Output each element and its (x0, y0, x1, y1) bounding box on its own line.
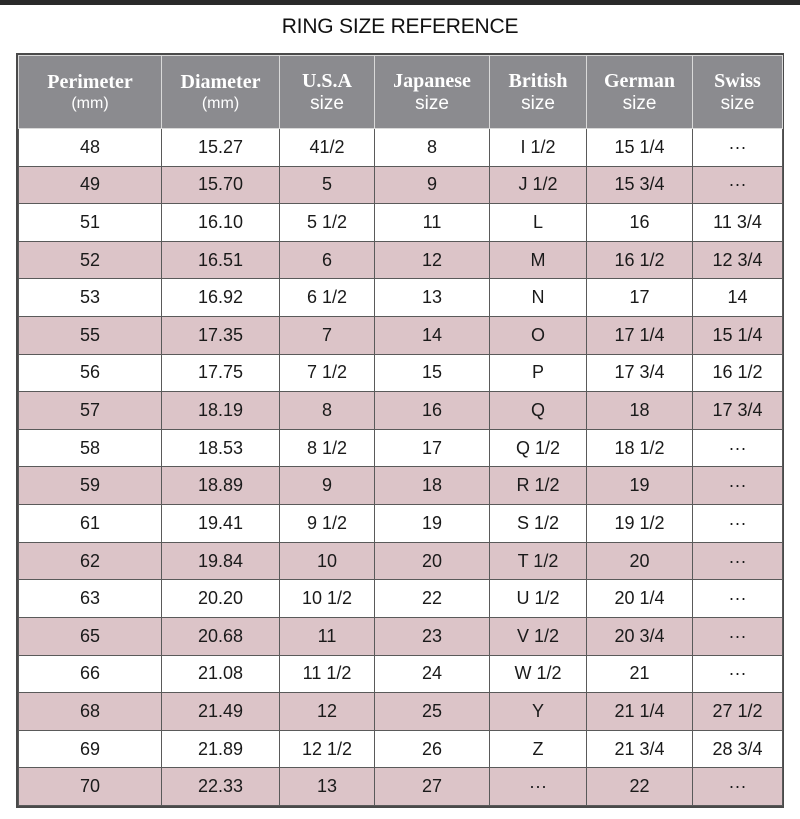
cell-usa-size: 10 1/2 (280, 580, 375, 618)
cell-usa-size: 6 (280, 241, 375, 279)
cell-swiss-size: ··· (693, 129, 783, 167)
cell-japanese-size: 17 (375, 429, 490, 467)
cell-swiss-size: ··· (693, 617, 783, 655)
cell-perimeter: 49 (19, 166, 162, 204)
cell-german-size: 16 1/2 (587, 241, 693, 279)
cell-british-size: Y (490, 693, 587, 731)
cell-perimeter: 63 (19, 580, 162, 618)
cell-german-size: 18 1/2 (587, 429, 693, 467)
cell-perimeter: 65 (19, 617, 162, 655)
cell-japanese-size: 27 (375, 768, 490, 806)
cell-diameter: 20.68 (162, 617, 280, 655)
cell-german-size: 21 3/4 (587, 730, 693, 768)
ring-size-table-container (16, 53, 784, 808)
cell-perimeter: 70 (19, 768, 162, 806)
cell-perimeter: 48 (19, 129, 162, 167)
cell-swiss-size: 11 3/4 (693, 204, 783, 242)
cell-usa-size: 41/2 (280, 129, 375, 167)
cell-diameter: 19.41 (162, 505, 280, 543)
cell-german-size: 19 1/2 (587, 505, 693, 543)
cell-british-size: T 1/2 (490, 542, 587, 580)
cell-diameter: 22.33 (162, 768, 280, 806)
table-row (19, 617, 783, 655)
cell-german-size: 18 (587, 392, 693, 430)
cell-diameter: 21.89 (162, 730, 280, 768)
table-row (19, 580, 783, 618)
cell-usa-size: 12 (280, 693, 375, 731)
cell-perimeter: 58 (19, 429, 162, 467)
cell-perimeter: 56 (19, 354, 162, 392)
cell-usa-size: 11 1/2 (280, 655, 375, 693)
cell-japanese-size: 24 (375, 655, 490, 693)
cell-japanese-size: 22 (375, 580, 490, 618)
cell-japanese-size: 19 (375, 505, 490, 543)
cell-diameter: 18.19 (162, 392, 280, 430)
table-row (19, 730, 783, 768)
cell-japanese-size: 20 (375, 542, 490, 580)
ring-size-table (18, 55, 783, 806)
cell-british-size: Z (490, 730, 587, 768)
cell-diameter: 15.27 (162, 129, 280, 167)
cell-british-size: M (490, 241, 587, 279)
cell-german-size: 20 1/4 (587, 580, 693, 618)
cell-usa-size: 8 (280, 392, 375, 430)
cell-swiss-size: ··· (693, 580, 783, 618)
cell-japanese-size: 13 (375, 279, 490, 317)
header-perimeter: Perimeter (mm) (19, 56, 162, 129)
title-bar (0, 5, 800, 49)
cell-british-size: U 1/2 (490, 580, 587, 618)
cell-german-size: 19 (587, 467, 693, 505)
cell-perimeter: 55 (19, 317, 162, 355)
cell-japanese-size: 18 (375, 467, 490, 505)
cell-british-size: J 1/2 (490, 166, 587, 204)
cell-diameter: 15.70 (162, 166, 280, 204)
table-header-row (19, 56, 783, 129)
table-row (19, 429, 783, 467)
cell-perimeter: 53 (19, 279, 162, 317)
cell-perimeter: 68 (19, 693, 162, 731)
cell-swiss-size: ··· (693, 505, 783, 543)
cell-british-size: W 1/2 (490, 655, 587, 693)
cell-diameter: 21.08 (162, 655, 280, 693)
cell-perimeter: 59 (19, 467, 162, 505)
cell-usa-size: 6 1/2 (280, 279, 375, 317)
cell-german-size: 20 (587, 542, 693, 580)
table-row (19, 166, 783, 204)
cell-usa-size: 7 (280, 317, 375, 355)
cell-perimeter: 66 (19, 655, 162, 693)
cell-japanese-size: 23 (375, 617, 490, 655)
cell-swiss-size: 12 3/4 (693, 241, 783, 279)
table-row (19, 505, 783, 543)
cell-diameter: 16.10 (162, 204, 280, 242)
cell-diameter: 16.92 (162, 279, 280, 317)
cell-swiss-size: 17 3/4 (693, 392, 783, 430)
cell-usa-size: 7 1/2 (280, 354, 375, 392)
table-row (19, 768, 783, 806)
table-body (19, 129, 783, 806)
cell-diameter: 20.20 (162, 580, 280, 618)
cell-japanese-size: 16 (375, 392, 490, 430)
cell-japanese-size: 12 (375, 241, 490, 279)
header-usa: U.S.A size (280, 56, 375, 129)
cell-japanese-size: 26 (375, 730, 490, 768)
cell-german-size: 22 (587, 768, 693, 806)
cell-german-size: 21 1/4 (587, 693, 693, 731)
cell-swiss-size: ··· (693, 467, 783, 505)
cell-swiss-size: 16 1/2 (693, 354, 783, 392)
cell-usa-size: 13 (280, 768, 375, 806)
cell-swiss-size: 15 1/4 (693, 317, 783, 355)
cell-japanese-size: 15 (375, 354, 490, 392)
cell-german-size: 17 3/4 (587, 354, 693, 392)
cell-british-size: I 1/2 (490, 129, 587, 167)
table-row (19, 317, 783, 355)
table-row (19, 204, 783, 242)
cell-german-size: 16 (587, 204, 693, 242)
cell-japanese-size: 9 (375, 166, 490, 204)
cell-usa-size: 5 (280, 166, 375, 204)
cell-british-size: N (490, 279, 587, 317)
cell-perimeter: 51 (19, 204, 162, 242)
cell-german-size: 17 1/4 (587, 317, 693, 355)
cell-japanese-size: 11 (375, 204, 490, 242)
cell-japanese-size: 14 (375, 317, 490, 355)
table-row (19, 279, 783, 317)
cell-diameter: 17.75 (162, 354, 280, 392)
cell-diameter: 17.35 (162, 317, 280, 355)
cell-usa-size: 12 1/2 (280, 730, 375, 768)
cell-british-size: L (490, 204, 587, 242)
cell-british-size: Q 1/2 (490, 429, 587, 467)
header-swiss: Swiss size (693, 56, 783, 129)
header-japanese: Japanese size (375, 56, 490, 129)
header-german: German size (587, 56, 693, 129)
cell-german-size: 17 (587, 279, 693, 317)
cell-usa-size: 10 (280, 542, 375, 580)
cell-perimeter: 61 (19, 505, 162, 543)
table-row (19, 467, 783, 505)
cell-perimeter: 69 (19, 730, 162, 768)
cell-swiss-size: 14 (693, 279, 783, 317)
cell-diameter: 16.51 (162, 241, 280, 279)
cell-swiss-size: ··· (693, 166, 783, 204)
table-row (19, 354, 783, 392)
cell-swiss-size: ··· (693, 542, 783, 580)
cell-perimeter: 52 (19, 241, 162, 279)
cell-swiss-size: 27 1/2 (693, 693, 783, 731)
table-row (19, 129, 783, 167)
cell-british-size: R 1/2 (490, 467, 587, 505)
cell-british-size: O (490, 317, 587, 355)
cell-diameter: 18.89 (162, 467, 280, 505)
header-british: British size (490, 56, 587, 129)
page-title: RING SIZE REFERENCE (281, 15, 519, 38)
table-row (19, 655, 783, 693)
cell-german-size: 15 1/4 (587, 129, 693, 167)
cell-swiss-size: 28 3/4 (693, 730, 783, 768)
table-row (19, 392, 783, 430)
cell-japanese-size: 25 (375, 693, 490, 731)
cell-british-size: V 1/2 (490, 617, 587, 655)
cell-german-size: 20 3/4 (587, 617, 693, 655)
cell-german-size: 15 3/4 (587, 166, 693, 204)
cell-usa-size: 8 1/2 (280, 429, 375, 467)
cell-usa-size: 9 (280, 467, 375, 505)
table-row (19, 241, 783, 279)
cell-british-size: S 1/2 (490, 505, 587, 543)
cell-diameter: 21.49 (162, 693, 280, 731)
cell-usa-size: 5 1/2 (280, 204, 375, 242)
cell-british-size: ··· (490, 768, 587, 806)
cell-diameter: 18.53 (162, 429, 280, 467)
cell-japanese-size: 8 (375, 129, 490, 167)
cell-british-size: P (490, 354, 587, 392)
table-row (19, 693, 783, 731)
table-row (19, 542, 783, 580)
cell-german-size: 21 (587, 655, 693, 693)
cell-swiss-size: ··· (693, 768, 783, 806)
cell-usa-size: 9 1/2 (280, 505, 375, 543)
header-diameter: Diameter (mm) (162, 56, 280, 129)
cell-diameter: 19.84 (162, 542, 280, 580)
cell-usa-size: 11 (280, 617, 375, 655)
cell-swiss-size: ··· (693, 655, 783, 693)
cell-perimeter: 62 (19, 542, 162, 580)
cell-swiss-size: ··· (693, 429, 783, 467)
cell-perimeter: 57 (19, 392, 162, 430)
cell-british-size: Q (490, 392, 587, 430)
